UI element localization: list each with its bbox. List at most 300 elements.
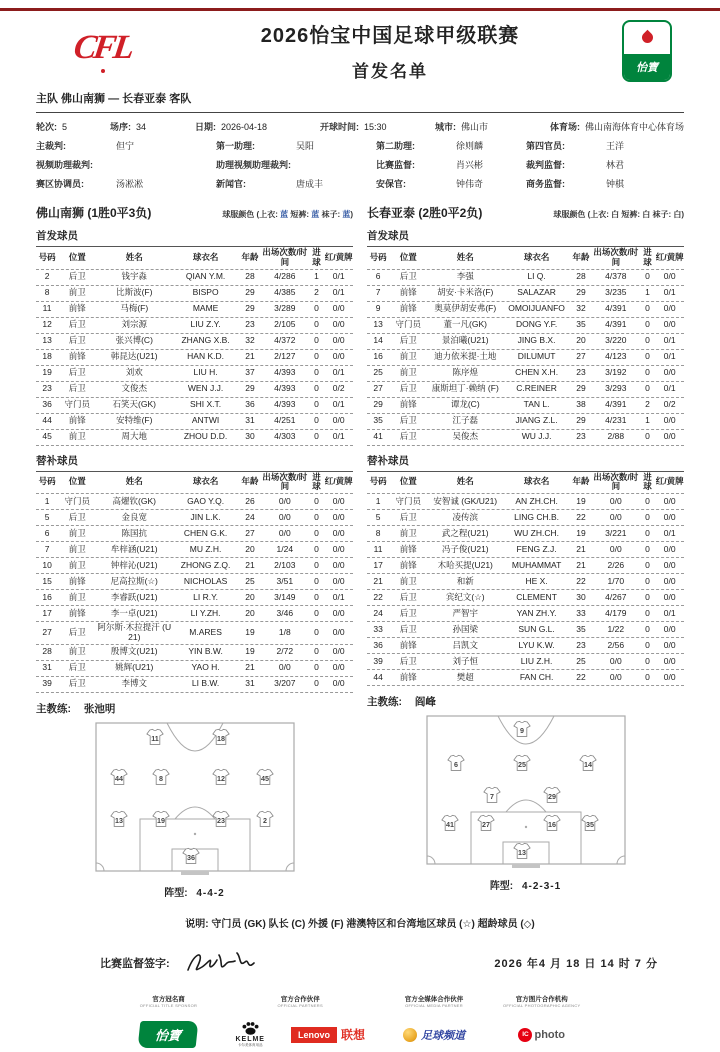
table-cell: 6 — [44, 527, 50, 538]
player-shirt — [578, 754, 597, 771]
page-title: 2026怡宝中国足球甲级联赛 — [260, 25, 520, 47]
player-shirt — [542, 814, 561, 831]
table-cell: 0/0 — [332, 559, 345, 570]
away-subs-table — [367, 471, 684, 687]
info-field — [216, 158, 376, 171]
table-cell: 21 — [245, 351, 255, 362]
yibao-flag-logo: 怡寶 — [138, 1021, 199, 1048]
player-shirt — [181, 847, 200, 864]
table-cell: 迪力依米提·土地 — [434, 351, 497, 362]
table-cell: 2/26 — [607, 559, 625, 570]
table-cell: 前卫 — [68, 287, 86, 298]
table-cell: 3/192 — [605, 367, 627, 378]
home-starters-label: 首发球员 — [36, 230, 78, 242]
table-cell: 39 — [373, 655, 383, 666]
table-cell: 0/0 — [332, 662, 345, 673]
table-cell: SHI X.T. — [189, 399, 222, 410]
table-cell: 4/231 — [605, 415, 627, 426]
table-cell: 0 — [314, 662, 319, 673]
table-cell: 0/1 — [663, 607, 676, 618]
home-formation-value: 4-4-2 — [196, 887, 225, 899]
page-subtitle: 首发名单 — [352, 62, 428, 81]
table-cell: 20 — [576, 335, 586, 346]
table-row — [36, 542, 353, 558]
table-cell: 进球 — [312, 471, 321, 492]
table-cell: 22 — [576, 575, 586, 586]
table-cell: 0/0 — [609, 655, 622, 666]
sponsor-group-label: 官方图片合作机构 — [515, 995, 568, 1003]
svg-text:27: 27 — [481, 821, 490, 830]
table-cell: LYU K.W. — [518, 639, 555, 650]
table-cell: 33 — [373, 623, 383, 634]
match-info-row-4 — [36, 177, 684, 190]
table-cell: 15 — [42, 575, 52, 586]
table-cell: 29 — [576, 287, 586, 298]
table-cell: 0/0 — [278, 495, 291, 506]
info-field — [376, 139, 526, 152]
table-cell: 后卫 — [399, 607, 417, 618]
table-cell: 奥莫伊胡安弗(F) — [434, 303, 497, 314]
table-cell: 25 — [576, 655, 586, 666]
info-label: 第二助理: — [376, 141, 415, 151]
cfl-logo-dot — [101, 69, 105, 73]
table-cell: 19 — [245, 646, 255, 657]
table-cell: ZHONG Z.Q. — [180, 559, 231, 570]
home-kit-colors — [222, 209, 353, 220]
table-cell: 陈国抗 — [121, 527, 148, 538]
info-field — [195, 120, 320, 133]
table-row — [36, 318, 353, 334]
sponsor-group-sublabel: OFFICIAL TITLE SPONSOR — [139, 1002, 198, 1008]
table-cell: NICHOLAS — [183, 575, 228, 586]
table-cell: 0 — [645, 639, 650, 650]
table-cell: 1/22 — [607, 623, 625, 634]
sponsor-group-partners — [235, 994, 365, 1052]
player-shirt — [482, 787, 501, 804]
table-cell: 年龄 — [572, 251, 590, 262]
info-value: 唐成丰 — [296, 179, 324, 189]
table-cell: 0/0 — [663, 319, 676, 330]
player-shirt — [512, 720, 531, 737]
table-cell: 33 — [576, 607, 586, 618]
table-cell: 36 — [42, 399, 52, 410]
table-cell: 张兴博(C) — [115, 335, 153, 346]
svg-text:41: 41 — [445, 821, 454, 830]
table-cell: 出场次数/时间 — [593, 471, 639, 492]
table-cell: 0/0 — [332, 607, 345, 618]
player-shirt — [512, 842, 531, 859]
table-cell: 0/0 — [332, 303, 345, 314]
info-value: 钟伟奇 — [456, 179, 484, 189]
table-cell: 0 — [314, 431, 319, 442]
table-cell: 7 — [44, 543, 50, 554]
table-cell: 0/0 — [609, 511, 622, 522]
home-coach-name: 张池明 — [83, 702, 116, 715]
lenovo-chinese-wordmark: 联想 — [340, 1028, 365, 1043]
table-cell: 10 — [42, 559, 52, 570]
info-value: 2026-04-18 — [221, 122, 268, 132]
table-cell: 5 — [375, 511, 381, 522]
svg-text:14: 14 — [583, 760, 592, 769]
table-cell: 44 — [42, 415, 52, 426]
table-cell: 文俊杰 — [121, 383, 148, 394]
table-cell: 2/72 — [276, 646, 294, 657]
info-value: 林君 — [606, 160, 625, 170]
table-cell: 31 — [245, 678, 255, 689]
supervisor-signature-label: 比赛监督签字: — [100, 957, 170, 970]
table-cell: QIAN Y.M. — [185, 271, 226, 282]
table-cell: 安特维(F) — [116, 415, 153, 426]
table-cell: 2/88 — [607, 431, 625, 442]
table-cell: CHEN X.H. — [515, 367, 559, 378]
info-label: 新闻官: — [216, 179, 246, 189]
table-cell: 23 — [42, 383, 52, 394]
table-cell: 前卫 — [68, 431, 86, 442]
sponsor-group-photo — [503, 994, 581, 1052]
table-cell: 0 — [645, 319, 650, 330]
table-cell: 19 — [576, 495, 586, 506]
table-cell: 0/0 — [663, 639, 676, 650]
table-cell: 0/0 — [663, 415, 676, 426]
table-cell: AN ZH.CH. — [515, 495, 558, 506]
kelme-wordmark: KELME — [235, 1035, 265, 1043]
table-cell: 11 — [42, 303, 52, 314]
info-label: 助理视频助理裁判: — [216, 160, 291, 170]
table-cell: 16 — [42, 591, 52, 602]
table-cell: DONG Y.F. — [515, 319, 558, 330]
table-cell: 2 — [645, 399, 650, 410]
icphoto-logo — [518, 1028, 565, 1042]
table-cell: 19 — [42, 367, 52, 378]
table-cell: 0/0 — [663, 623, 676, 634]
table-cell: 0 — [645, 559, 650, 570]
ic-badge: IC — [518, 1028, 532, 1042]
table-cell: 后卫 — [68, 271, 86, 282]
team-columns — [0, 198, 720, 899]
table-cell: 0/2 — [332, 383, 345, 394]
svg-text:9: 9 — [519, 727, 524, 736]
table-cell: 0 — [645, 543, 650, 554]
table-cell: LIU Z.Y. — [190, 319, 221, 330]
svg-text:13: 13 — [517, 848, 526, 857]
table-cell: 27 — [245, 527, 255, 538]
table-cell: MU Z.H. — [189, 543, 222, 554]
table-cell: 17 — [42, 607, 52, 618]
away-formation-line — [367, 877, 684, 892]
table-row — [36, 574, 353, 590]
table-cell: 木哈买提(U21) — [437, 559, 493, 570]
table-cell: 0 — [314, 646, 319, 657]
table-cell: 0 — [645, 655, 650, 666]
info-field — [376, 158, 526, 171]
table-cell: 金良宽 — [121, 511, 148, 522]
table-cell: SUN G.L. — [518, 623, 555, 634]
table-cell: 前锋 — [399, 399, 417, 410]
table-cell: 李博文 — [121, 678, 148, 689]
table-cell: 2/127 — [274, 351, 296, 362]
table-cell: 0/0 — [663, 511, 676, 522]
svg-text:35: 35 — [585, 821, 594, 830]
table-cell: 后卫 — [68, 626, 86, 637]
info-value: 吴阳 — [296, 141, 315, 151]
table-cell: 28 — [42, 646, 52, 657]
home-subs-table-head — [36, 472, 353, 495]
table-cell: 0/0 — [663, 367, 676, 378]
table-cell: 0 — [645, 671, 650, 682]
table-cell: YAN ZH.Y. — [516, 607, 557, 618]
table-cell: M.ARES — [189, 626, 222, 637]
table-cell: 前锋 — [68, 575, 86, 586]
table-row — [367, 334, 684, 350]
table-cell: 后卫 — [399, 591, 417, 602]
table-cell: 姓名 — [456, 251, 474, 262]
table-row — [367, 350, 684, 366]
table-cell: 前卫 — [68, 543, 86, 554]
table-cell: 出场次数/时间 — [262, 247, 308, 267]
kit-color-text: 蓝 — [342, 210, 351, 219]
table-row — [36, 270, 353, 286]
table-cell: 后卫 — [399, 623, 417, 634]
table-row — [367, 622, 684, 638]
table-cell: 守门员 — [64, 399, 90, 410]
table-cell: WU ZH.CH. — [514, 527, 559, 538]
table-cell: 后卫 — [399, 511, 417, 522]
table-row — [36, 302, 353, 318]
svg-text:16: 16 — [547, 821, 556, 830]
player-shirt — [151, 769, 170, 786]
table-cell: 前锋 — [68, 351, 86, 362]
table-cell: 马梅(F) — [120, 303, 149, 314]
table-cell: 27 — [576, 351, 586, 362]
away-formation-pitch — [426, 715, 626, 869]
away-team-column — [367, 200, 684, 899]
table-row — [367, 302, 684, 318]
away-coach-label: 主教练: — [367, 696, 402, 709]
table-cell: 球衣名 — [192, 476, 219, 487]
table-row — [36, 286, 353, 302]
table-cell: 前锋 — [68, 607, 86, 618]
svg-text:44: 44 — [114, 775, 123, 784]
home-coach-line — [36, 701, 353, 716]
table-cell: 姓名 — [125, 476, 143, 487]
table-cell: 23 — [245, 319, 255, 330]
table-cell: 44 — [373, 671, 383, 682]
table-cell: 4/391 — [605, 319, 627, 330]
table-cell: FAN CH. — [519, 671, 554, 682]
table-cell: LIU H. — [193, 367, 218, 378]
table-cell: 35 — [373, 415, 383, 426]
table-cell: 3/293 — [605, 383, 627, 394]
table-cell: 0 — [314, 495, 319, 506]
table-cell: 0 — [314, 575, 319, 586]
table-cell: 江子磊 — [452, 415, 479, 426]
table-cell: 29 — [245, 383, 255, 394]
table-cell: 冯子俊(U21) — [441, 543, 489, 554]
table-cell: 严智宇 — [452, 607, 479, 618]
table-cell: 26 — [245, 495, 255, 506]
table-cell: 李强 — [456, 271, 474, 282]
info-value: 5 — [62, 122, 68, 132]
table-cell: 姚辉(U21) — [115, 662, 154, 673]
info-value: 佛山南海体育中心体育场 — [585, 122, 685, 132]
table-cell: 0 — [314, 351, 319, 362]
table-cell: 4/267 — [605, 591, 627, 602]
table-cell: 0/0 — [332, 335, 345, 346]
table-cell: 球衣名 — [192, 251, 219, 262]
info-value: 汤凇凇 — [116, 179, 144, 189]
table-cell: 0 — [314, 399, 319, 410]
icphoto-wordmark: photo — [534, 1028, 566, 1041]
table-cell: WU J.J. — [521, 431, 552, 442]
table-header-row — [367, 247, 684, 270]
away-formation-label: 阵型: — [489, 881, 514, 893]
info-label: 第四官员: — [526, 141, 565, 151]
table-cell: 进球 — [312, 247, 321, 267]
table-cell: 比斯波(F) — [116, 287, 153, 298]
info-value: 但宁 — [116, 141, 135, 151]
table-cell: 19 — [245, 626, 255, 637]
table-cell: 20 — [245, 591, 255, 602]
table-cell: 谭龙(C) — [450, 399, 480, 410]
table-cell: 29 — [245, 303, 255, 314]
table-cell: 后卫 — [68, 335, 86, 346]
table-cell: 球衣名 — [523, 251, 550, 262]
table-cell: 0/0 — [332, 575, 345, 586]
table-row — [36, 430, 353, 446]
table-cell: 17 — [373, 559, 383, 570]
table-cell: 红/黄牌 — [324, 251, 353, 262]
table-row — [36, 590, 353, 606]
table-row — [36, 350, 353, 366]
table-cell: 后卫 — [399, 271, 417, 282]
table-cell: 0 — [314, 559, 319, 570]
table-cell: 4/179 — [605, 607, 627, 618]
table-row — [36, 622, 353, 645]
table-cell: 21 — [245, 662, 255, 673]
table-cell: 号码 — [369, 251, 387, 262]
info-label: 赛区协调员: — [36, 179, 84, 189]
table-cell: 9 — [375, 303, 381, 314]
table-cell: 0 — [645, 271, 650, 282]
table-cell: 武之程(U21) — [441, 527, 489, 538]
yibao-sponsor-logo — [622, 20, 672, 82]
table-cell: 0/1 — [663, 527, 676, 538]
table-cell: JIANG Z.L. — [515, 415, 558, 426]
table-cell: 38 — [576, 399, 586, 410]
table-cell: 0/0 — [609, 495, 622, 506]
away-coach-name: 阎峰 — [414, 696, 436, 709]
info-field — [435, 120, 550, 133]
table-row — [36, 398, 353, 414]
info-label: 主裁判: — [36, 141, 66, 151]
table-cell: 0 — [314, 626, 319, 637]
table-cell: 0 — [645, 575, 650, 586]
table-cell: 年龄 — [572, 476, 590, 487]
table-cell: WEN J.J. — [187, 383, 224, 394]
table-cell: 4/393 — [274, 399, 296, 410]
table-cell: 2 — [314, 287, 319, 298]
table-cell: 守门员 — [64, 495, 90, 506]
table-cell: 0/0 — [278, 527, 291, 538]
table-cell: 周大地 — [121, 431, 148, 442]
table-cell: 4/385 — [274, 287, 296, 298]
table-cell: 2/103 — [274, 559, 296, 570]
table-cell: 21 — [576, 559, 586, 570]
page-header — [0, 11, 720, 86]
table-cell: 3/149 — [274, 591, 296, 602]
table-cell: 0 — [645, 431, 650, 442]
table-row — [367, 606, 684, 622]
table-cell: OMOIJUANFO — [508, 303, 565, 314]
table-cell: 守门员 — [395, 319, 421, 330]
table-row — [367, 558, 684, 574]
table-cell: 0/0 — [332, 495, 345, 506]
info-field — [36, 120, 110, 133]
table-cell: 0/1 — [332, 431, 345, 442]
table-cell: 0/0 — [332, 646, 345, 657]
table-cell: 0/0 — [332, 543, 345, 554]
table-row — [367, 670, 684, 686]
table-cell: CHEN G.K. — [183, 527, 228, 538]
table-cell: 钱宇淼 — [121, 271, 148, 282]
table-cell: 1 — [314, 271, 319, 282]
table-row — [367, 430, 684, 446]
table-cell: 0/1 — [332, 367, 345, 378]
kit-color-text: 短裤: — [288, 210, 312, 219]
info-field — [36, 139, 216, 152]
home-formation-line — [36, 884, 353, 899]
table-cell: ZHANG X.B. — [181, 335, 230, 346]
table-cell: 红/黄牌 — [655, 476, 684, 487]
info-field — [376, 177, 526, 190]
table-cell: 0/0 — [663, 655, 676, 666]
info-label: 城市: — [435, 122, 456, 132]
table-cell: 0/2 — [663, 399, 676, 410]
kit-color-text: (上衣: — [256, 210, 281, 219]
table-cell: TAN L. — [523, 399, 550, 410]
svg-text:23: 23 — [216, 816, 225, 825]
table-cell: 32 — [245, 335, 255, 346]
info-label: 日期: — [195, 122, 216, 132]
info-value: 王洋 — [606, 141, 625, 151]
water-drop-icon — [639, 30, 655, 46]
table-row — [367, 510, 684, 526]
table-cell: 后卫 — [68, 383, 86, 394]
table-cell: LIU Z.H. — [520, 655, 553, 666]
table-cell: 韩昆达(U21) — [110, 351, 158, 362]
table-cell: 0/1 — [332, 271, 345, 282]
table-cell: 前卫 — [68, 591, 86, 602]
home-team-column — [36, 200, 353, 899]
paw-icon — [242, 1022, 259, 1035]
table-cell: 号码 — [38, 476, 56, 487]
table-cell: 0 — [314, 607, 319, 618]
home-starters-table — [36, 246, 353, 446]
player-shirt — [446, 754, 465, 771]
away-subs-table-head — [367, 472, 684, 495]
table-cell: 20 — [245, 607, 255, 618]
table-cell: 0/0 — [278, 662, 291, 673]
table-cell: 0/0 — [663, 591, 676, 602]
table-cell: 0/0 — [332, 626, 345, 637]
table-cell: 位置 — [399, 251, 417, 262]
table-cell: 27 — [42, 626, 52, 637]
kit-color-text: 袜子: — [319, 210, 343, 219]
info-label: 第一助理: — [216, 141, 255, 151]
table-cell: 8 — [44, 287, 50, 298]
table-cell: 后卫 — [399, 431, 417, 442]
table-cell: 4/286 — [274, 271, 296, 282]
